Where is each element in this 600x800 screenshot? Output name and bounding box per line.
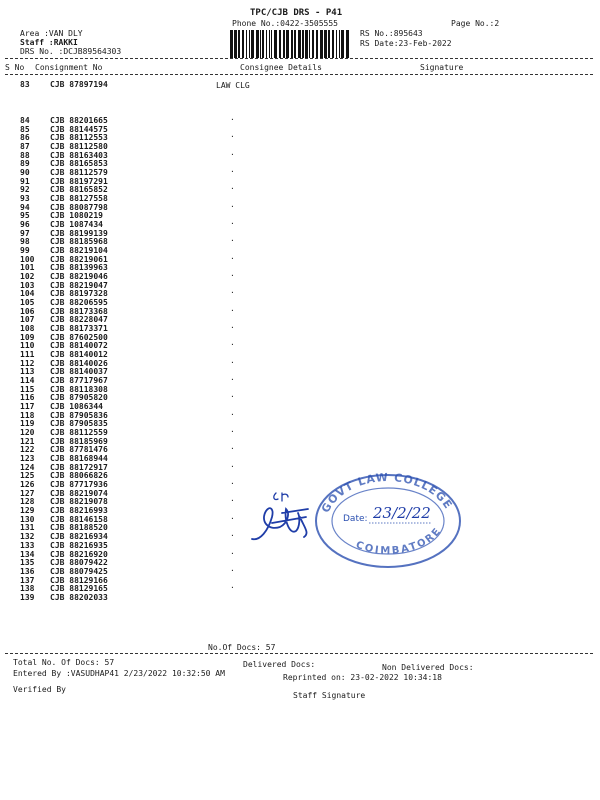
row-dot: .: [230, 581, 235, 591]
row-consignment: CJB 87717967: [50, 376, 108, 386]
row-consignment: CJB 88219047: [50, 280, 108, 290]
rs-number: RS No.:895643: [360, 29, 423, 38]
row-sno: 115: [20, 384, 35, 394]
row-sno: 86: [20, 133, 30, 143]
row-sno: 106: [20, 306, 35, 316]
first-row-consignee: LAW CLG: [216, 81, 250, 90]
table-row: [0, 593, 600, 603]
row-consignment: CJB 88219104: [50, 246, 108, 256]
barcode: [228, 30, 352, 58]
row-consignment: CJB 88118308: [50, 384, 108, 394]
staff-label: Staff :RAKKI: [20, 38, 78, 47]
barcode-bar: [316, 30, 318, 58]
row-sno: 116: [20, 393, 35, 403]
row-consignment: CJB 87905835: [50, 419, 108, 429]
row-dot: .: [230, 269, 235, 279]
row-sno: 102: [20, 272, 35, 282]
row-sno: 90: [20, 168, 30, 178]
row-consignment: CJB 88144575: [50, 124, 108, 134]
barcode-bar: [341, 30, 344, 58]
row-consignment: CJB 88112553: [50, 133, 108, 143]
row-consignment: CJB 88216935: [50, 540, 108, 550]
row-consignment: CJB 87602500: [50, 332, 108, 342]
row-sno: 91: [20, 176, 30, 186]
divider: [5, 74, 593, 75]
barcode-bar: [256, 30, 259, 58]
row-sno: 92: [20, 185, 30, 195]
row-consignment: CJB 88185968: [50, 237, 108, 247]
row-consignment: CJB 88165852: [50, 185, 108, 195]
row-dot: .: [230, 494, 235, 504]
row-sno: 137: [20, 575, 35, 585]
row-consignment: CJB 1080219: [50, 211, 103, 221]
row-consignment: CJB 88173371: [50, 324, 108, 334]
row-sno: 123: [20, 454, 35, 464]
barcode-bar: [291, 30, 293, 58]
barcode-bar: [339, 30, 340, 58]
row-consignment: CJB 88202033: [50, 592, 108, 602]
barcode-bar: [320, 30, 323, 58]
row-consignment: CJB 88197291: [50, 176, 108, 186]
row-dot: .: [230, 199, 235, 209]
entered-by: Entered By :VASUDHAP41 2/23/2022 10:32:50 AM: [13, 669, 225, 678]
barcode-bar: [312, 30, 314, 58]
barcode-bar: [266, 30, 267, 58]
row-sno: 96: [20, 220, 30, 230]
row-consignment: CJB 88112579: [50, 168, 108, 178]
row-sno: 128: [20, 497, 35, 507]
row-consignment: CJB 88140026: [50, 358, 108, 368]
row-sno: 138: [20, 584, 35, 594]
col-signature: Signature: [420, 63, 464, 72]
handwritten-signature: [246, 487, 316, 549]
row-consignment: CJB 88168944: [50, 454, 108, 464]
barcode-bar: [271, 30, 272, 58]
barcode-bar: [251, 30, 254, 58]
row-dot: .: [230, 113, 235, 122]
row-sno: 110: [20, 341, 35, 351]
row-consignment: CJB 88165853: [50, 159, 108, 169]
no-of-docs: No.Of Docs: 57: [208, 643, 276, 652]
non-delivered-docs: Non Delivered Docs:: [382, 663, 474, 672]
row-sno: 104: [20, 289, 35, 299]
phone-number: Phone No.:0422-3505555: [232, 19, 338, 28]
row-sno: 109: [20, 332, 35, 342]
row-dot: .: [230, 390, 235, 400]
row-sno: 103: [20, 280, 35, 290]
reprinted-on: Reprinted on: 23-02-2022 10:34:18: [283, 673, 442, 682]
barcode-bar: [283, 30, 285, 58]
row-consignment: CJB 87905820: [50, 393, 108, 403]
row-sno: 133: [20, 540, 35, 550]
row-dot: .: [230, 234, 235, 244]
college-stamp: [313, 469, 463, 569]
row-sno: 122: [20, 445, 35, 455]
staff-signature-label: Staff Signature: [293, 691, 366, 700]
row-sno: 114: [20, 376, 35, 386]
row-sno: 120: [20, 428, 35, 438]
row-consignment: CJB 88146158: [50, 514, 108, 524]
row-consignment: CJB 88216993: [50, 506, 108, 516]
row-consignment: CJB 88206595: [50, 298, 108, 308]
row-consignment: CJB 88216920: [50, 549, 108, 559]
row-sno: 113: [20, 367, 35, 377]
first-row-consignment: CJB 87897194: [50, 80, 108, 89]
row-sno: 139: [20, 592, 35, 602]
row-consignment: CJB 88079425: [50, 566, 108, 576]
row-sno: 124: [20, 462, 35, 472]
barcode-bar: [242, 30, 244, 58]
row-consignment: CJB 87781476: [50, 445, 108, 455]
barcode-bar: [269, 30, 270, 58]
barcode-bar: [324, 30, 327, 58]
row-sno: 129: [20, 506, 35, 516]
row-sno: 130: [20, 514, 35, 524]
row-consignment: CJB 88188520: [50, 523, 108, 533]
row-consignment: CJB 88140012: [50, 350, 108, 360]
row-dot: .: [230, 373, 235, 383]
verified-by: Verified By: [13, 685, 66, 694]
divider: [5, 58, 593, 59]
row-dot: .: [230, 546, 235, 556]
row-consignment: CJB 88172917: [50, 462, 108, 472]
row-sno: 134: [20, 549, 35, 559]
row-consignment: CJB 88197328: [50, 289, 108, 299]
row-consignment: CJB 88112580: [50, 142, 108, 151]
row-consignment: CJB 88079422: [50, 558, 108, 568]
row-sno: 127: [20, 488, 35, 498]
barcode-bar: [246, 30, 247, 58]
row-dot: .: [230, 529, 235, 539]
barcode-bar: [302, 30, 304, 58]
barcode-bar: [328, 30, 330, 58]
row-consignment: CJB 88199139: [50, 228, 108, 238]
row-consignment: CJB 88140037: [50, 367, 108, 377]
row-consignment: CJB 88216934: [50, 532, 108, 542]
row-dot: .: [230, 425, 235, 435]
barcode-bar: [230, 30, 233, 58]
row-sno: 101: [20, 263, 35, 273]
row-sno: 112: [20, 358, 35, 368]
row-consignment: CJB 88087798: [50, 202, 108, 212]
drs-number: DRS No. :DCJB89564303: [20, 47, 122, 56]
row-sno: 105: [20, 298, 35, 308]
row-sno: 131: [20, 523, 35, 533]
page-number: Page No.:2: [451, 19, 500, 28]
row-dot: .: [230, 563, 235, 573]
row-consignment: CJB 88219061: [50, 254, 108, 264]
barcode-bar: [305, 30, 308, 58]
row-consignment: CJB 88129166: [50, 575, 108, 585]
stamp-date-label: Date:: [343, 514, 368, 524]
divider: [5, 653, 593, 654]
row-sno: 94: [20, 202, 30, 212]
barcode-bar: [238, 30, 240, 58]
row-dot: .: [230, 477, 235, 487]
row-dot: .: [230, 442, 235, 452]
row-sno: 98: [20, 237, 30, 247]
row-dot: .: [230, 355, 235, 365]
report-title: TPC/CJB DRS - P41: [250, 8, 343, 18]
row-consignment: CJB 88112559: [50, 428, 108, 438]
row-dot: .: [230, 165, 235, 175]
svg-text:COIMBATORE: [354, 525, 444, 556]
row-sno: 117: [20, 402, 35, 412]
row-sno: 108: [20, 324, 35, 334]
row-dot: .: [230, 251, 235, 261]
row-sno: 125: [20, 471, 35, 481]
rs-date: RS Date:23-Feb-2022: [360, 39, 452, 48]
row-dot: .: [230, 459, 235, 469]
row-sno: 135: [20, 558, 35, 568]
row-consignment: CJB 88219046: [50, 272, 108, 282]
row-dot: .: [230, 147, 235, 157]
row-consignment: CJB 88127558: [50, 194, 108, 204]
row-dot: .: [230, 511, 235, 521]
row-sno: 119: [20, 419, 35, 429]
row-sno: 93: [20, 194, 30, 204]
row-sno: 95: [20, 211, 30, 221]
row-consignment: CJB 88139963: [50, 263, 108, 273]
barcode-bar: [309, 30, 310, 58]
stamp-date-value: 23/2/22: [373, 504, 431, 522]
stamp-top-text: GOVT LAW COLLEGE: [318, 470, 456, 515]
barcode-bar: [249, 30, 250, 58]
row-consignment: CJB 88219078: [50, 497, 108, 507]
area-label: Area :VAN DLY: [20, 29, 83, 38]
row-sno: 121: [20, 436, 35, 446]
barcode-bar: [274, 30, 277, 58]
total-docs: Total No. Of Docs: 57: [13, 658, 115, 667]
row-sno: 84: [20, 116, 30, 125]
row-sno: 99: [20, 246, 30, 256]
row-sno: 88: [20, 150, 30, 160]
row-consignment: CJB 1086344: [50, 402, 103, 412]
row-sno: 136: [20, 566, 35, 576]
row-sno: 118: [20, 410, 35, 420]
row-sno: 89: [20, 159, 30, 169]
row-consignment: CJB 87717936: [50, 480, 108, 490]
row-consignment: CJB 88185969: [50, 436, 108, 446]
row-sno: 107: [20, 315, 35, 325]
row-sno: 97: [20, 228, 30, 238]
row-sno: 126: [20, 480, 35, 490]
row-consignment: CJB 88066826: [50, 471, 108, 481]
delivered-docs: Delivered Docs:: [243, 660, 316, 669]
row-consignment: CJB 88228047: [50, 315, 108, 325]
first-row-sno: 83: [20, 80, 30, 89]
barcode-bar: [294, 30, 296, 58]
row-sno: 132: [20, 532, 35, 542]
barcode-bar: [262, 30, 264, 58]
barcode-bar: [260, 30, 261, 58]
barcode-bar: [298, 30, 301, 58]
row-consignment: CJB 88219074: [50, 488, 108, 498]
row-sno: 87: [20, 142, 30, 151]
row-consignment: CJB 1087434: [50, 220, 103, 230]
row-dot: .: [230, 130, 235, 140]
row-consignment: CJB 87905836: [50, 410, 108, 420]
row-dot: .: [230, 286, 235, 296]
row-dot: .: [230, 217, 235, 227]
barcode-bar: [346, 30, 349, 58]
col-consignment: Consignment No: [35, 63, 103, 72]
row-consignment: CJB 88201665: [50, 116, 108, 125]
barcode-bar: [286, 30, 289, 58]
row-dot: .: [230, 407, 235, 417]
col-consignee: Consignee Details: [240, 63, 322, 72]
barcode-bar: [279, 30, 281, 58]
barcode-bar: [336, 30, 337, 58]
col-sno: S No: [5, 63, 25, 72]
row-sno: 100: [20, 254, 35, 264]
row-sno: 85: [20, 124, 30, 134]
row-dot: .: [230, 321, 235, 331]
row-consignment: CJB 88140072: [50, 341, 108, 351]
row-dot: .: [230, 338, 235, 348]
row-dot: .: [230, 182, 235, 192]
row-consignment: CJB 88129165: [50, 584, 108, 594]
stamp-bottom-text: COIMBATORE: [354, 525, 445, 557]
row-sno: 111: [20, 350, 35, 360]
row-consignment: CJB 88173368: [50, 306, 108, 316]
barcode-bar: [332, 30, 334, 58]
row-dot: .: [230, 303, 235, 313]
row-consignment: CJB 88163403: [50, 150, 108, 160]
barcode-bar: [234, 30, 237, 58]
